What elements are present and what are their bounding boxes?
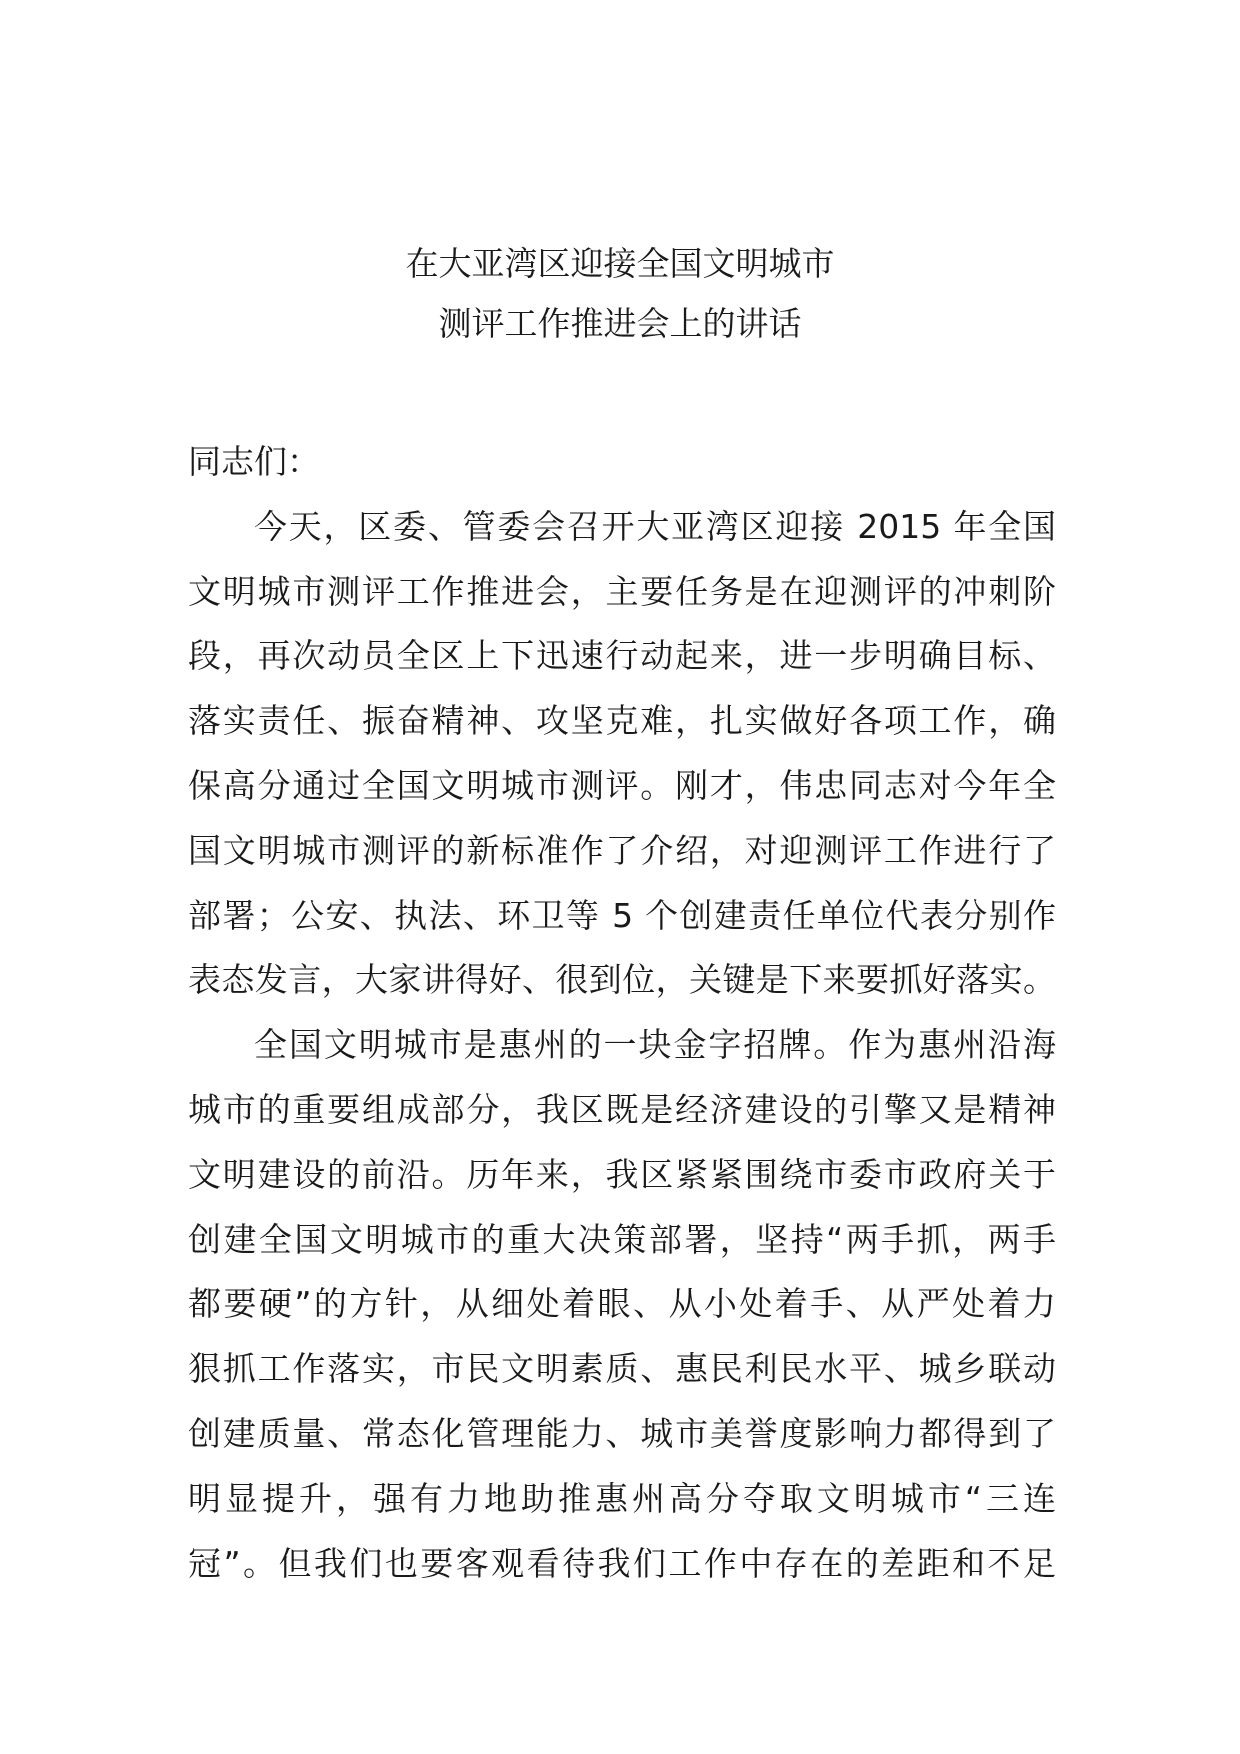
salutation: 同志们： (188, 442, 320, 481)
paragraph-line: 创建质量、常态化管理能力、城市美誉度影响力都得到了 (188, 1413, 1056, 1453)
paragraph-line: 今天，区委、管委会召开大亚湾区迎接 2015 年全国 (254, 506, 1056, 546)
paragraph-line: 国文明城市测评的新标准作了介绍，对迎测评工作进行了 (188, 830, 1056, 870)
paragraph-line: 文明城市测评工作推进会，主要任务是在迎测评的冲刺阶 (188, 571, 1056, 611)
paragraph-line: 部署；公安、执法、环卫等 5 个创建责任单位代表分别作 (188, 895, 1056, 935)
paragraph-line: 都要硬”的方针，从细处着眼、从小处着手、从严处着力 (188, 1284, 1056, 1324)
paragraph-2 (188, 1013, 1056, 1596)
title-line-1: 在大亚湾区迎接全国文明城市 (405, 244, 835, 283)
document-body (188, 430, 1056, 1596)
paragraph-line: 保高分通过全国文明城市测评。刚才，伟忠同志对今年全 (188, 765, 1056, 805)
paragraph-line: 城市的重要组成部分，我区既是经济建设的引擎又是精神 (188, 1089, 1056, 1129)
paragraph-line: 明显提升，强有力地助推惠州高分夺取文明城市“三连 (188, 1478, 1056, 1518)
document-title (190, 232, 1050, 352)
paragraph-line: 落实责任、振奋精神、攻坚克难，扎实做好各项工作，确 (188, 701, 1056, 741)
paragraph-line: 段，再次动员全区上下迅速行动起来，进一步明确目标、 (188, 636, 1056, 676)
paragraph-line: 狠抓工作落实，市民文明素质、惠民利民水平、城乡联动 (188, 1349, 1056, 1389)
paragraph-1 (188, 495, 1056, 1013)
title-line-2: 测评工作推进会上的讲话 (438, 304, 802, 343)
paragraph-line: 冠”。但我们也要客观看待我们工作中存在的差距和不足 (188, 1543, 1056, 1583)
paragraph-line: 文明建设的前沿。历年来，我区紧紧围绕市委市政府关于 (188, 1154, 1056, 1194)
paragraph-line: 全国文明城市是惠州的一块金字招牌。作为惠州沿海 (254, 1025, 1056, 1065)
paragraph-line: 创建全国文明城市的重大决策部署，坚持“两手抓，两手 (188, 1219, 1056, 1259)
paragraph-line: 表态发言，大家讲得好、很到位，关键是下来要抓好落实。 (188, 960, 1056, 1000)
